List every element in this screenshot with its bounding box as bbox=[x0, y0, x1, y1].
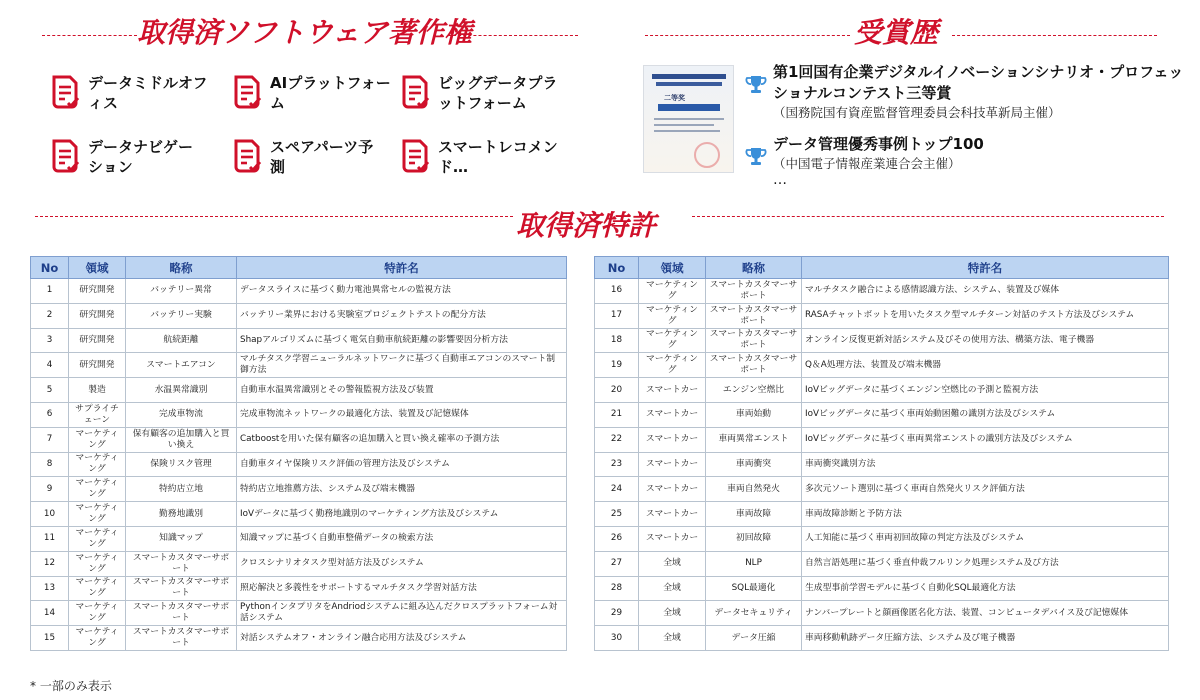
cell-domain: スマートカー bbox=[639, 402, 706, 427]
cell-patent-name: 完成車物流ネットワークの最適化方法、装置及び記憶媒体 bbox=[237, 402, 567, 427]
cell-short-name: 勤務地識別 bbox=[126, 502, 237, 527]
table-row bbox=[595, 353, 1169, 378]
cell-domain: 全域 bbox=[639, 601, 706, 626]
cell-no: 28 bbox=[595, 576, 639, 601]
table-row bbox=[595, 378, 1169, 403]
cell-domain: スマートカー bbox=[639, 477, 706, 502]
cell-domain: 全域 bbox=[639, 626, 706, 651]
cell-patent-name: PythonインタプリタをAndriodシステムに組み込んだクロスプラットフォーム対話システム bbox=[237, 601, 567, 626]
software-divider-right bbox=[448, 35, 578, 36]
awards-divider-left bbox=[645, 35, 850, 36]
cell-short-name: 保険リスク管理 bbox=[126, 452, 237, 477]
table-row bbox=[31, 328, 567, 353]
table-row bbox=[31, 551, 567, 576]
cell-short-name: バッテリー実験 bbox=[126, 303, 237, 328]
software-title: 取得済ソフトウェア著作権 bbox=[137, 16, 472, 49]
cell-short-name: スマートカスタマーサポート bbox=[706, 279, 802, 304]
cell-no: 20 bbox=[595, 378, 639, 403]
table-row bbox=[31, 353, 567, 378]
cell-no: 30 bbox=[595, 626, 639, 651]
cell-domain: 製造 bbox=[69, 378, 126, 403]
cell-no: 6 bbox=[31, 402, 69, 427]
cell-domain: 全域 bbox=[639, 551, 706, 576]
cell-short-name: スマートカスタマーサポート bbox=[706, 328, 802, 353]
cell-patent-name: データスライスに基づく動力電池異常セルの監視方法 bbox=[237, 279, 567, 304]
cell-domain: マーケティング bbox=[69, 601, 126, 626]
software-item bbox=[232, 73, 402, 113]
cell-patent-name: IoVビッグデータに基づく車両始動困難の識別方法及びシステム bbox=[802, 402, 1169, 427]
cell-patent-name: 車両衝突識別方法 bbox=[802, 452, 1169, 477]
cell-no: 9 bbox=[31, 477, 69, 502]
cell-patent-name: ナンバープレートと顔画像匿名化方法、装置、コンピュータデバイス及び記憶媒体 bbox=[802, 601, 1169, 626]
document-icon bbox=[400, 75, 430, 109]
cell-short-name: 車両異常エンスト bbox=[706, 427, 802, 452]
col-header-short-name: 略称 bbox=[706, 257, 802, 279]
cell-no: 16 bbox=[595, 279, 639, 304]
cell-short-name: 車両衝突 bbox=[706, 452, 802, 477]
cell-no: 1 bbox=[31, 279, 69, 304]
table-row bbox=[595, 452, 1169, 477]
cell-domain: 研究開発 bbox=[69, 279, 126, 304]
software-item-label: AIプラットフォー ム bbox=[270, 74, 391, 112]
col-header-patent-name: 特許名 bbox=[802, 257, 1169, 279]
award-item bbox=[745, 62, 1183, 121]
award-organizer: （国務院国有資産監督管理委員会科技革新局主催） bbox=[773, 105, 1061, 120]
cell-no: 19 bbox=[595, 353, 639, 378]
cell-domain: サプライチェーン bbox=[69, 402, 126, 427]
cell-patent-name: Catboostを用いた保有顧客の追加購入と買い換え確率の予測方法 bbox=[237, 427, 567, 452]
cell-no: 8 bbox=[31, 452, 69, 477]
cell-short-name: NLP bbox=[706, 551, 802, 576]
cell-short-name: スマートカスタマーサポート bbox=[126, 626, 237, 651]
cell-domain: マーケティング bbox=[639, 353, 706, 378]
cell-short-name: スマートエアコン bbox=[126, 353, 237, 378]
cell-no: 14 bbox=[31, 601, 69, 626]
cell-patent-name: 生成型事前学習モデルに基づく自動化SQL最適化方法 bbox=[802, 576, 1169, 601]
cell-no: 13 bbox=[31, 576, 69, 601]
cell-no: 7 bbox=[31, 427, 69, 452]
cell-patent-name: 自然言語処理に基づく垂直仲裁フルリンク処理システム及び方法 bbox=[802, 551, 1169, 576]
table-row bbox=[595, 402, 1169, 427]
table-row bbox=[595, 551, 1169, 576]
cell-patent-name: 車両故障診断と予防方法 bbox=[802, 502, 1169, 527]
col-header-patent-name: 特許名 bbox=[237, 257, 567, 279]
table-row bbox=[595, 279, 1169, 304]
cell-domain: スマートカー bbox=[639, 378, 706, 403]
document-icon bbox=[50, 139, 80, 173]
table-row bbox=[31, 477, 567, 502]
cell-short-name: バッテリー異常 bbox=[126, 279, 237, 304]
col-header-domain: 領域 bbox=[639, 257, 706, 279]
cell-patent-name: 対話システムオフ・オンライン融合応用方法及びシステム bbox=[237, 626, 567, 651]
cell-no: 5 bbox=[31, 378, 69, 403]
cell-domain: 研究開発 bbox=[69, 353, 126, 378]
cell-short-name: 初回故障 bbox=[706, 526, 802, 551]
cell-patent-name: Q＆A処理方法、装置及び端末機器 bbox=[802, 353, 1169, 378]
awards-divider-right bbox=[952, 35, 1157, 36]
cell-short-name: スマートカスタマーサポート bbox=[126, 576, 237, 601]
awards-title: 受賞歴 bbox=[854, 16, 939, 49]
cell-short-name: SQL最適化 bbox=[706, 576, 802, 601]
cell-no: 29 bbox=[595, 601, 639, 626]
trophy-icon bbox=[745, 146, 767, 168]
table-row bbox=[31, 502, 567, 527]
patents-title: 取得済特許 bbox=[516, 209, 657, 242]
cell-no: 3 bbox=[31, 328, 69, 353]
cell-domain: マーケティング bbox=[639, 303, 706, 328]
software-item bbox=[50, 73, 220, 113]
table-row bbox=[595, 601, 1169, 626]
cell-short-name: 航続距離 bbox=[126, 328, 237, 353]
table-row bbox=[31, 303, 567, 328]
patents-divider-left bbox=[35, 216, 513, 217]
document-icon bbox=[400, 139, 430, 173]
document-icon bbox=[232, 139, 262, 173]
cell-short-name: 知識マップ bbox=[126, 526, 237, 551]
cell-domain: マーケティング bbox=[639, 328, 706, 353]
cell-domain: 研究開発 bbox=[69, 303, 126, 328]
table-row bbox=[31, 526, 567, 551]
award-title: データ管理優秀事例トップ100 bbox=[773, 135, 984, 153]
cell-patent-name: 多次元ソート選別に基づく車両自然発火リスク評価方法 bbox=[802, 477, 1169, 502]
cell-patent-name: バッテリー業界における実験室プロジェクトテストの配分方法 bbox=[237, 303, 567, 328]
cell-patent-name: 自動車タイヤ保険リスク評価の管理方法及びシステム bbox=[237, 452, 567, 477]
table-row bbox=[595, 576, 1169, 601]
software-item-label: ビッグデータプラ ットフォーム bbox=[438, 74, 558, 112]
patents-table-right bbox=[594, 256, 1169, 651]
cell-no: 4 bbox=[31, 353, 69, 378]
col-header-domain: 領域 bbox=[69, 257, 126, 279]
cell-no: 24 bbox=[595, 477, 639, 502]
award-organizer: （中国電子情報産業連合会主催） bbox=[773, 156, 961, 171]
cell-patent-name: 人工知能に基づく車両初回故障の判定方法及びシステム bbox=[802, 526, 1169, 551]
table-row bbox=[31, 601, 567, 626]
footnote: * 一部のみ表示 bbox=[30, 679, 112, 693]
table-row bbox=[595, 303, 1169, 328]
table-row bbox=[595, 328, 1169, 353]
cell-patent-name: クロスシナリオタスク型対話方法及びシステム bbox=[237, 551, 567, 576]
table-row bbox=[595, 626, 1169, 651]
software-item-label: スマートレコメン ド… bbox=[438, 138, 558, 176]
cell-domain: 研究開発 bbox=[69, 328, 126, 353]
cell-patent-name: IoVビッグデータに基づくエンジン空燃比の予測と監視方法 bbox=[802, 378, 1169, 403]
cell-no: 21 bbox=[595, 402, 639, 427]
award-title: ショナルコンテスト三等賞 bbox=[773, 84, 952, 102]
cell-patent-name: 照応解決と多義性をサポートするマルチタスク学習対話方法 bbox=[237, 576, 567, 601]
col-header-no: No bbox=[31, 257, 69, 279]
cell-domain: スマートカー bbox=[639, 502, 706, 527]
cell-domain: マーケティング bbox=[69, 576, 126, 601]
software-item-label: スペアパーツ予 測 bbox=[270, 138, 374, 176]
software-item-label: データナビゲー ション bbox=[88, 138, 194, 176]
cell-short-name: 完成車物流 bbox=[126, 402, 237, 427]
cell-no: 2 bbox=[31, 303, 69, 328]
award-certificate-image bbox=[643, 65, 734, 173]
table-row bbox=[31, 427, 567, 452]
trophy-icon bbox=[745, 74, 767, 96]
cell-short-name: 車両故障 bbox=[706, 502, 802, 527]
table-row bbox=[595, 427, 1169, 452]
cell-short-name: スマートカスタマーサポート bbox=[126, 601, 237, 626]
table-row bbox=[595, 502, 1169, 527]
table-row bbox=[31, 576, 567, 601]
cell-patent-name: マルチタスク融合による感情認識方法、システム、装置及び媒体 bbox=[802, 279, 1169, 304]
cell-domain: スマートカー bbox=[639, 427, 706, 452]
cell-short-name: エンジン空燃比 bbox=[706, 378, 802, 403]
cell-domain: マーケティング bbox=[69, 427, 126, 452]
software-item bbox=[232, 137, 402, 177]
cell-domain: マーケティング bbox=[69, 551, 126, 576]
table-row bbox=[31, 378, 567, 403]
cell-patent-name: 特約店立地推薦方法、システム及び端末機器 bbox=[237, 477, 567, 502]
cell-patent-name: Shapアルゴリズムに基づく電気自動車航続距離の影響要因分析方法 bbox=[237, 328, 567, 353]
cell-short-name: 車両始動 bbox=[706, 402, 802, 427]
table-row bbox=[31, 626, 567, 651]
table-row bbox=[595, 477, 1169, 502]
cell-no: 27 bbox=[595, 551, 639, 576]
cell-short-name: 特約店立地 bbox=[126, 477, 237, 502]
cell-no: 23 bbox=[595, 452, 639, 477]
cell-domain: スマートカー bbox=[639, 452, 706, 477]
col-header-no: No bbox=[595, 257, 639, 279]
document-icon bbox=[232, 75, 262, 109]
cell-short-name: データ圧縮 bbox=[706, 626, 802, 651]
cell-no: 12 bbox=[31, 551, 69, 576]
cell-patent-name: マルチタスク学習ニューラルネットワークに基づく自動車エアコンのスマート制御方法 bbox=[237, 353, 567, 378]
software-item bbox=[400, 137, 570, 177]
cell-domain: マーケティング bbox=[69, 526, 126, 551]
table-row bbox=[31, 452, 567, 477]
table-gap bbox=[568, 255, 592, 655]
cell-short-name: 保有顧客の追加購入と買い換え bbox=[126, 427, 237, 452]
cell-patent-name: RASAチャットボットを用いたタスク型マルチターン対話のテスト方法及びシステム bbox=[802, 303, 1169, 328]
col-header-short-name: 略称 bbox=[126, 257, 237, 279]
cell-domain: マーケティング bbox=[69, 502, 126, 527]
cell-no: 11 bbox=[31, 526, 69, 551]
cell-no: 10 bbox=[31, 502, 69, 527]
cell-no: 15 bbox=[31, 626, 69, 651]
software-item bbox=[400, 73, 570, 113]
cell-domain: マーケティング bbox=[69, 626, 126, 651]
cell-no: 17 bbox=[595, 303, 639, 328]
cell-no: 26 bbox=[595, 526, 639, 551]
table-row bbox=[595, 526, 1169, 551]
table-row bbox=[31, 402, 567, 427]
software-item bbox=[50, 137, 220, 177]
cell-short-name: 車両自然発火 bbox=[706, 477, 802, 502]
awards-more-ellipsis: … bbox=[773, 172, 787, 188]
cell-patent-name: IoVデータに基づく勤務地識別のマーケティング方法及びシステム bbox=[237, 502, 567, 527]
document-icon bbox=[50, 75, 80, 109]
cell-patent-name: 車両移動軌跡データ圧縮方法、システム及び電子機器 bbox=[802, 626, 1169, 651]
cell-short-name: スマートカスタマーサポート bbox=[706, 353, 802, 378]
cell-domain: 全域 bbox=[639, 576, 706, 601]
cell-patent-name: IoVビッグデータに基づく車両異常エンストの識別方法及びシステム bbox=[802, 427, 1169, 452]
cell-short-name: 水温異常識別 bbox=[126, 378, 237, 403]
cell-domain: マーケティング bbox=[639, 279, 706, 304]
cell-patent-name: 自動車水温異常識別とその警報監視方法及び装置 bbox=[237, 378, 567, 403]
software-divider-left bbox=[42, 35, 137, 36]
patents-table-left bbox=[30, 256, 567, 651]
cell-short-name: スマートカスタマーサポート bbox=[706, 303, 802, 328]
table-row bbox=[31, 279, 567, 304]
certificate-label: 二等奖 bbox=[664, 94, 685, 102]
cell-domain: マーケティング bbox=[69, 452, 126, 477]
award-item bbox=[745, 134, 984, 172]
cell-short-name: データセキュリティ bbox=[706, 601, 802, 626]
patents-divider-right bbox=[692, 216, 1164, 217]
software-item-label: データミドルオフ ィス bbox=[88, 74, 208, 112]
cell-domain: スマートカー bbox=[639, 526, 706, 551]
cell-no: 25 bbox=[595, 502, 639, 527]
cell-patent-name: 知識マップに基づく自動車整備データの検索方法 bbox=[237, 526, 567, 551]
cell-domain: マーケティング bbox=[69, 477, 126, 502]
cell-patent-name: オンライン反復更新対話システム及びその使用方法、構築方法、電子機器 bbox=[802, 328, 1169, 353]
cell-no: 18 bbox=[595, 328, 639, 353]
cell-no: 22 bbox=[595, 427, 639, 452]
award-title: 第1回国有企業デジタルイノベーションシナリオ・プロフェッ bbox=[773, 63, 1184, 81]
cell-short-name: スマートカスタマーサポート bbox=[126, 551, 237, 576]
